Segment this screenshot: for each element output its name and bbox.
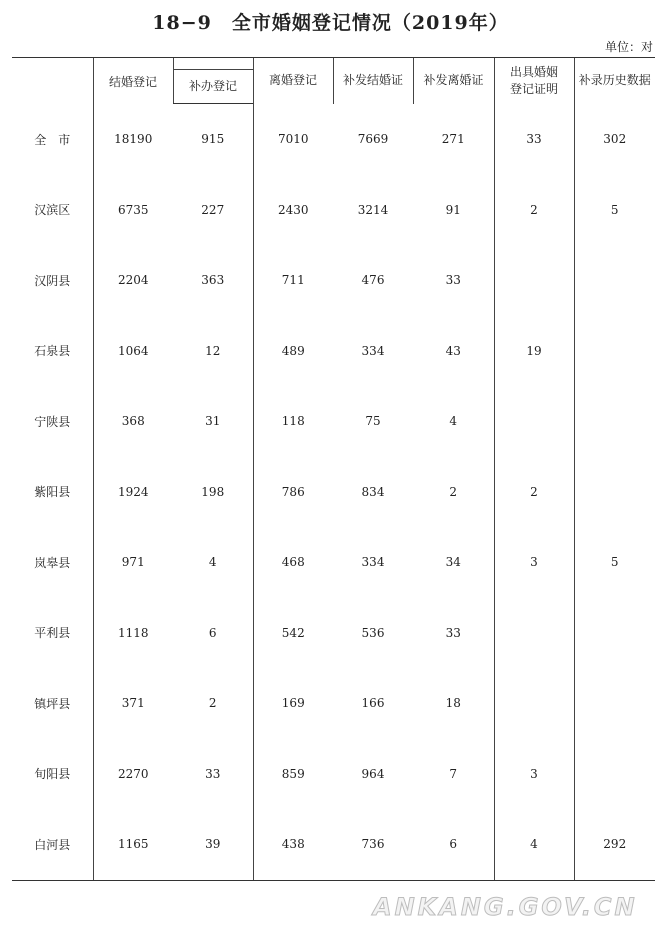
reissue-marriage-cell: 834	[361, 484, 385, 499]
history-cell: 5	[574, 527, 655, 598]
header-reissue-marriage: 补发结婚证	[333, 58, 413, 104]
history-cell	[574, 668, 655, 739]
certificate-cell: 19	[494, 316, 574, 387]
table-row	[12, 245, 655, 316]
makeup-cell: 915	[201, 132, 225, 147]
marriage-cell: 371	[93, 668, 173, 739]
divorce-cell: 7010	[253, 104, 333, 175]
region-cell: 石泉县	[34, 344, 71, 359]
history-cell	[574, 598, 655, 669]
divorce-cell: 542	[253, 598, 333, 669]
reissue-marriage-cell: 476	[361, 273, 385, 288]
marriage-cell: 971	[93, 527, 173, 598]
header-divorce: 离婚登记	[253, 58, 333, 104]
reissue-divorce-cell: 4	[449, 414, 458, 429]
certificate-cell: 2	[494, 457, 574, 528]
certificate-cell: 2	[494, 175, 574, 246]
divorce-cell: 468	[253, 527, 333, 598]
reissue-marriage-cell: 166	[361, 696, 385, 711]
region-cell: 汉滨区	[34, 203, 71, 218]
history-cell	[574, 739, 655, 810]
region-cell: 白河县	[12, 809, 93, 880]
marriage-cell: 368	[93, 386, 173, 457]
table-row	[12, 175, 655, 246]
region-cell: 旬阳县	[34, 767, 71, 782]
header-history: 补录历史数据	[574, 58, 655, 104]
region-cell: 汉阴县	[34, 273, 71, 288]
makeup-cell: 12	[205, 343, 221, 358]
certificate-cell: 3	[494, 739, 574, 810]
makeup-cell: 227	[201, 202, 225, 217]
divorce-cell: 118	[253, 386, 333, 457]
marriage-cell: 2270	[93, 739, 173, 810]
table-row	[12, 527, 655, 598]
reissue-marriage-cell: 536	[361, 625, 385, 640]
reissue-marriage-cell: 7669	[357, 132, 389, 146]
marriage-cell: 1165	[93, 809, 173, 880]
reissue-marriage-cell: 334	[361, 343, 385, 358]
reissue-divorce-cell: 33	[445, 273, 461, 288]
marriage-cell: 1924	[93, 457, 173, 528]
history-cell	[574, 457, 655, 528]
certificate-cell	[494, 245, 574, 316]
divorce-cell: 2430	[253, 175, 333, 246]
header-reissue-divorce: 补发离婚证	[413, 58, 494, 104]
header-certificate-line2: 登记证明	[509, 81, 558, 96]
marriage-cell: 6735	[93, 175, 173, 246]
header-makeup-spacer	[173, 58, 253, 70]
table-row	[12, 386, 655, 457]
divorce-cell: 859	[253, 739, 333, 810]
region-cell: 镇坪县	[34, 696, 71, 711]
table-row	[12, 316, 655, 387]
history-cell	[574, 316, 655, 387]
reissue-marriage-cell: 736	[333, 809, 413, 880]
makeup-cell: 363	[201, 273, 225, 288]
certificate-cell: 33	[494, 104, 574, 175]
table-row	[12, 104, 655, 175]
header-certificate	[494, 58, 574, 104]
certificate-cell: 4	[494, 809, 574, 880]
makeup-cell: 6	[208, 625, 217, 640]
divorce-cell: 169	[253, 668, 333, 739]
divorce-cell: 438	[253, 809, 333, 880]
table-row	[12, 809, 655, 880]
header-certificate-line1: 出具婚姻	[509, 64, 558, 79]
header-marriage: 结婚登记	[93, 58, 173, 104]
certificate-cell	[494, 668, 574, 739]
makeup-cell: 2	[208, 696, 217, 711]
reissue-marriage-cell: 964	[361, 766, 385, 781]
marriage-cell: 1118	[93, 598, 173, 669]
divorce-cell: 489	[253, 316, 333, 387]
reissue-divorce-cell: 7	[449, 766, 458, 781]
reissue-divorce-cell: 34	[445, 555, 461, 570]
region-cell: 全 市	[34, 132, 71, 147]
makeup-cell: 39	[173, 809, 253, 880]
table-row	[12, 598, 655, 669]
reissue-divorce-cell: 91	[445, 202, 461, 217]
makeup-cell: 31	[205, 414, 221, 429]
table-row	[12, 668, 655, 739]
table-title: 18−9 全市婚姻登记情况（2019年）	[152, 12, 509, 34]
makeup-cell: 198	[201, 484, 225, 499]
marriage-registration-table	[12, 57, 655, 881]
reissue-divorce-cell: 43	[445, 343, 461, 358]
marriage-cell: 18190	[93, 104, 173, 175]
marriage-cell: 2204	[93, 245, 173, 316]
header-makeup: 补办登记	[173, 70, 253, 104]
history-cell: 302	[574, 104, 655, 175]
makeup-cell: 4	[208, 555, 217, 570]
certificate-cell: 3	[494, 527, 574, 598]
unit-label: 单位：对	[604, 40, 653, 54]
marriage-cell: 1064	[93, 316, 173, 387]
certificate-cell	[494, 598, 574, 669]
region-cell: 岚皋县	[34, 555, 71, 570]
reissue-marriage-cell: 3214	[357, 202, 389, 217]
history-cell	[574, 386, 655, 457]
header-region	[12, 58, 93, 104]
reissue-divorce-cell: 33	[445, 625, 461, 640]
region-cell: 宁陕县	[34, 414, 71, 429]
region-cell: 平利县	[34, 626, 71, 641]
reissue-divorce-cell: 6	[413, 809, 494, 880]
divorce-cell: 786	[253, 457, 333, 528]
makeup-cell: 33	[205, 766, 221, 781]
table-row	[12, 457, 655, 528]
reissue-divorce-cell: 2	[449, 484, 458, 499]
history-cell: 292	[574, 809, 655, 880]
reissue-marriage-cell: 75	[365, 414, 381, 429]
reissue-divorce-cell: 18	[445, 696, 461, 711]
watermark: ANKANG.GOV.CN	[373, 893, 638, 921]
divorce-cell: 711	[253, 245, 333, 316]
table-row	[12, 739, 655, 810]
region-cell: 紫阳县	[34, 485, 71, 500]
reissue-divorce-cell: 271	[441, 132, 465, 146]
history-cell: 5	[574, 175, 655, 246]
certificate-cell	[494, 386, 574, 457]
reissue-marriage-cell: 334	[361, 555, 385, 570]
history-cell	[574, 245, 655, 316]
